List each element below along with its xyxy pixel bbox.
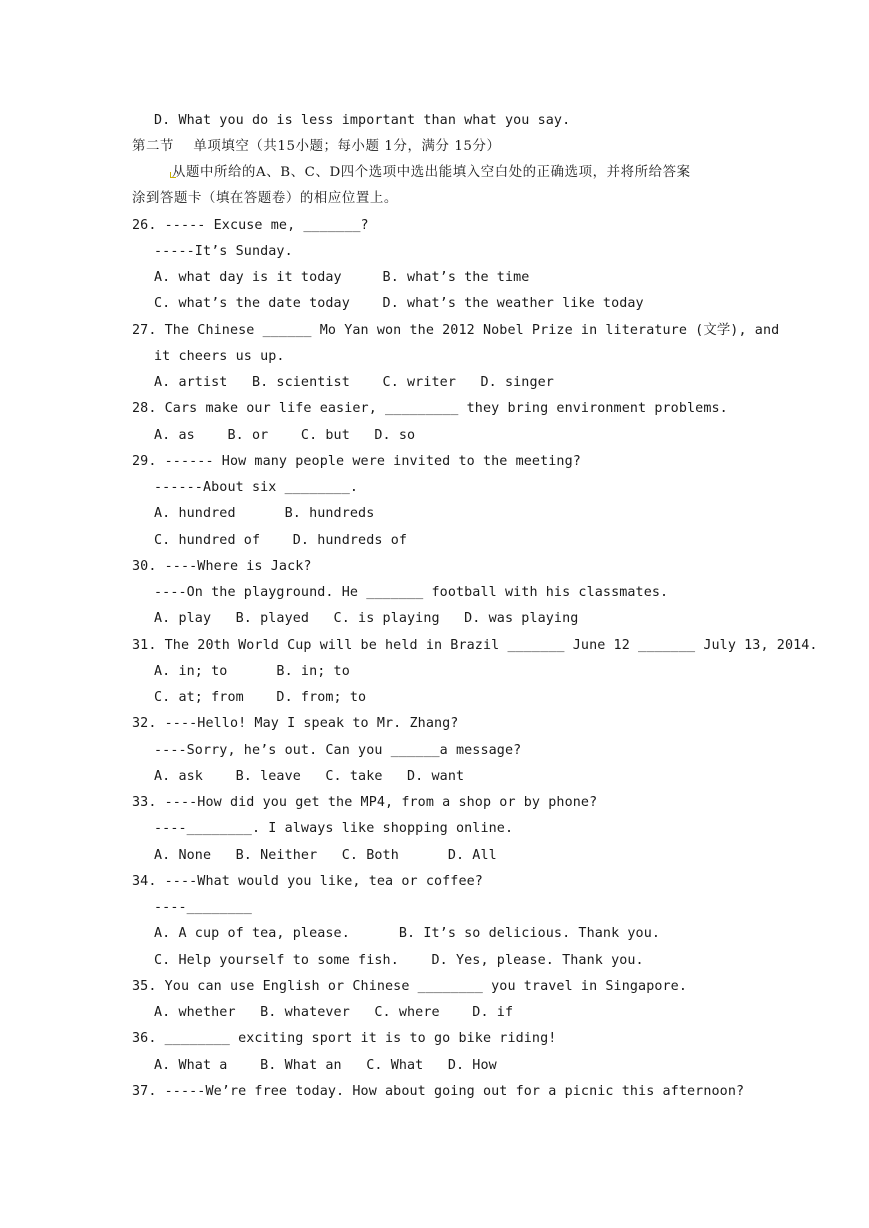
q34-options-ab: A. A cup of tea, please. B. It’s so delicious. Thank you.	[154, 926, 661, 941]
q30-reply: ----On the playground. He _______ football with his classmates.	[154, 585, 669, 600]
section-heading: 第二节 单项填空（共15小题；每小题 1分，满分 15分）	[132, 139, 501, 154]
q35-stem: 35. You can use English or Chinese ________ you travel in Singapore.	[132, 979, 688, 994]
q26-options-cd: C. what’s the date today D. what’s the weather like today	[154, 296, 644, 311]
q31-options-cd: C. at; from D. from; to	[154, 690, 367, 705]
q34-stem: 34. ----What would you like, tea or coffee?	[132, 874, 483, 889]
q35-options: A. whether B. whatever C. where D. if	[154, 1005, 514, 1020]
q36-options: A. What a B. What an C. What D. How	[154, 1058, 497, 1073]
q32-stem: 32. ----Hello! May I speak to Mr. Zhang?	[132, 716, 459, 731]
q26-stem: 26. ----- Excuse me, _______?	[132, 218, 369, 233]
q30-options: A. play B. played C. is playing D. was playing	[154, 611, 579, 626]
q26-reply: -----It’s Sunday.	[154, 244, 293, 259]
section-instructions: 从题中所给的A、B、C、D四个选项中选出能填入空白处的正确选项，并将所给答案	[172, 165, 691, 180]
q32-reply: ----Sorry, he’s out. Can you ______a message?	[154, 743, 522, 758]
q32-options: A. ask B. leave C. take D. want	[154, 769, 465, 784]
q25-option-d: D. What you do is less important than what you say.	[154, 113, 571, 128]
q28-options: A. as B. or C. but D. so	[154, 428, 416, 443]
q31-options-ab: A. in; to B. in; to	[154, 664, 350, 679]
q29-options-ab: A. hundred B. hundreds	[154, 506, 375, 521]
q29-reply: ------About six ________.	[154, 480, 359, 495]
q37-stem: 37. -----We’re free today. How about going out for a picnic this afternoon?	[132, 1084, 745, 1099]
q33-reply: ----________. I always like shopping online.	[154, 821, 514, 836]
q34-reply: ----________	[154, 900, 252, 915]
q29-stem: 29. ------ How many people were invited to the meeting?	[132, 454, 581, 469]
q31-stem: 31. The 20th World Cup will be held in Brazil _______ June 12 _______ July 13, 2014.	[132, 638, 818, 653]
section-instructions-cont: 涂到答题卡（填在答题卷）的相应位置上。	[132, 191, 398, 206]
q33-options: A. None B. Neither C. Both D. All	[154, 848, 497, 863]
q34-options-cd: C. Help yourself to some fish. D. Yes, please. Thank you.	[154, 953, 644, 968]
q36-stem: 36. ________ exciting sport it is to go bike riding!	[132, 1031, 557, 1046]
q30-stem: 30. ----Where is Jack?	[132, 559, 312, 574]
q27-stem: 27. The Chinese ______ Mo Yan won the 2012 Nobel Prize in literature (文学), and	[132, 323, 780, 338]
q27-options: A. artist B. scientist C. writer D. singer	[154, 375, 554, 390]
q29-options-cd: C. hundred of D. hundreds of	[154, 533, 408, 548]
q33-stem: 33. ----How did you get the MP4, from a shop or by phone?	[132, 795, 598, 810]
q28-stem: 28. Cars make our life easier, _________ they bring environment problems.	[132, 401, 728, 416]
q27-stem-cont: it cheers us up.	[154, 349, 285, 364]
q26-options-ab: A. what day is it today B. what’s the time	[154, 270, 530, 285]
